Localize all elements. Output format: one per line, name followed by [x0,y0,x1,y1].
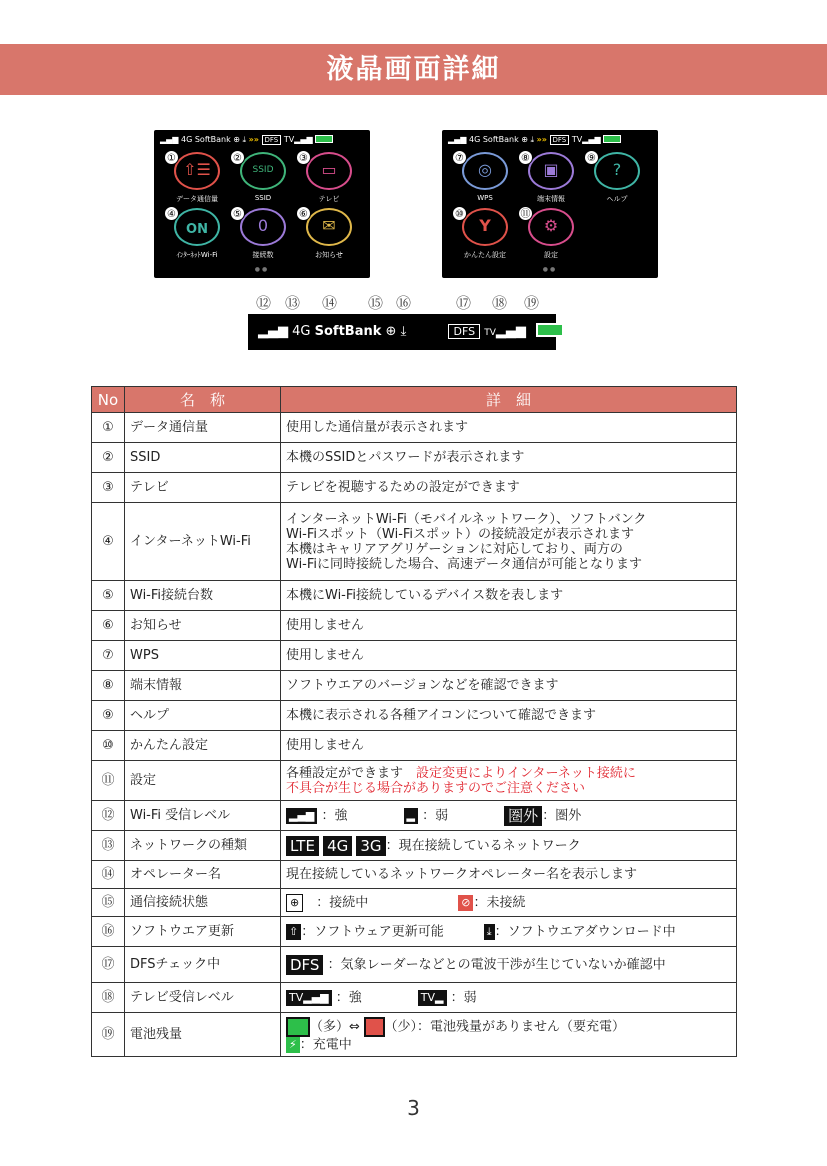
callout-15: ⑮ [368,294,384,312]
download-icon: ⤓ [484,924,495,940]
table-row: ③ テレビ テレビを視聴するための設定ができます [92,473,737,503]
dfs-icon: DFS [550,135,570,145]
table-row: ⑪ 設定 各種設定ができます 設定変更によりインターネット接続に 不具合が生じる場合がありますのでご注意ください [92,761,737,801]
3g-icon: 3G [356,836,385,856]
table-row: ⑩ かんたん設定 使用しません [92,731,737,761]
table-row: ⑰ DFSチェック中 DFS ：気象レーダーなどとの電波干渉が生じていないか確認中 [92,947,737,983]
status-bar: ▂▄▆ 4G SoftBank ⊕ ⤓ »» DFS TV▂▄▆ [448,135,621,145]
download-icon: ⤓ [400,324,407,339]
table-row: ⑫ Wi-Fi 受信レベル ▂▄▆ ：強 ▂ ：弱 圏外 ：圏外 [92,801,737,831]
status-bar: ▂▄▆ 4G SoftBank ⊕ ⤓ »» DFS TV▂▄▆ [160,135,333,145]
tile-notifications[interactable]: ✉ ⑥ お知らせ [300,208,358,254]
wifi-signal-icon: ▂▄▆ [258,324,288,339]
table-row: ⑮ 通信接続状態 ⊕ ：接続中 ⊘ ：未接続 [92,889,737,917]
status-operator: 4G SoftBank [469,135,519,144]
status-bar-enlarged: ▂▄▆ 4G SoftBank ⊕ ⤓ DFS TV▂▄▆ [248,314,556,350]
table-row: ⑦ WPS 使用しません [92,641,737,671]
update-icon: ⇧ [286,924,301,940]
table-row: ⑭ オペレーター名 現在接続しているネットワークオペレーター名を表示します [92,861,737,889]
chevron-icon: »» [536,135,547,144]
tile-device-info[interactable]: ▣ ⑧ 端末情報 [522,152,580,198]
table-row: ⑧ 端末情報 ソフトウエアのバージョンなどを確認できます [92,671,737,701]
table-row: ⑱ テレビ受信レベル TV▂▄▆ ：強 TV▂ ：弱 [92,983,737,1013]
callout-17: ⑰ [456,294,472,312]
network-type: 4G [292,324,311,339]
lcd-screen-home-1 [154,130,370,278]
lcd-screen-home-2 [442,130,658,278]
table-row: ⑲ 電池残量 （多）⇔ （少）：電池残量がありません（要充電） ⚡ ：充電中 [92,1013,737,1057]
tile-connections[interactable]: 0 ⑤ 接続数 [234,208,292,254]
table-row: ② SSID 本機のSSIDとパスワードが表示されます [92,443,737,473]
lcd-detail-table [91,386,737,1057]
page-indicator: ●● [254,266,270,273]
tile-easy-setup[interactable]: Y ⑩ かんたん設定 [456,208,514,254]
out-of-range-icon: 圏外 [504,806,542,826]
table-row: ⑨ ヘルプ 本機に表示される各種アイコンについて確認できます [92,701,737,731]
tile-ssid[interactable]: SSID ② SSID [234,152,292,198]
page-number: 3 [407,1096,420,1120]
table-row: ⑬ ネットワークの種類 LTE 4G 3G ：現在接続しているネットワーク [92,831,737,861]
ssid-icon: SSID [252,165,274,175]
download-icon: ⤓ [242,135,247,144]
tv-weak-icon: TV▂ [418,990,447,1006]
4g-icon: 4G [323,836,352,856]
tile-data-usage[interactable]: ⇧☰ ① データ通信量 [168,152,226,198]
table-row: ④ インターネットWi-Fi インターネットWi-Fi（モバイルネットワーク）、ソフトバンク Wi-Fiスポット（Wi-Fiスポット）の接続設定が表示されます 本機はキャリアアグリゲーションに対応しており、両方の Wi-Fiに同時接続した場合、高速データ通信が可能となります [92,503,737,581]
globe-icon: ⊕ [286,894,303,912]
easy-setup-icon: Y [479,216,491,235]
callout-14: ⑭ [322,294,338,312]
chevron-icon: »» [248,135,259,144]
page-title: 液晶画面詳細 [0,44,827,95]
dfs-icon: DFS [448,324,480,339]
data-usage-icon: ⇧☰ [183,160,211,179]
tile-internet-wifi[interactable]: ON ④ ｲﾝﾀｰﾈｯﾄWi-Fi [168,208,226,254]
tv-screen-icon: ▭ [321,160,337,179]
battery-full-icon [286,1017,310,1037]
wifi-strong-icon: ▂▄▆ [286,808,317,824]
wps-icon: ◎ [478,160,492,179]
status-operator: 4G SoftBank [181,135,231,144]
lte-icon: LTE [286,836,319,856]
signal-icon: ▂▄▆ [160,135,179,144]
battery-low-icon [364,1017,385,1037]
callout-13: ⑬ [285,294,301,312]
battery-charging-icon: ⚡ [286,1037,300,1053]
device-count-icon: 0 [257,216,269,235]
table-header: No 名 称 詳 細 [92,387,737,413]
callout-19: ⑲ [524,294,540,312]
tv-icon: TV [283,135,295,144]
table-row: ⑯ ソフトウエア更新 ⇧ ：ソフトウェア更新可能 ⤓ ：ソフトウエアダウンロード中 [92,917,737,947]
table-row: ① データ通信量 使用した通信量が表示されます [92,413,737,443]
globe-disconnected-icon: ⊘ [458,895,473,911]
wifi-weak-icon: ▂ [404,808,418,824]
tile-wps[interactable]: ◎ ⑦ WPS [456,152,514,198]
tile-help[interactable]: ? ⑨ ヘルプ [588,152,646,198]
globe-icon: ⊕ [521,135,528,144]
callout-12: ⑫ [256,294,272,312]
battery-icon [315,135,333,143]
dfs-icon: DFS [286,955,323,975]
operator-name: SoftBank [314,324,382,339]
callout-16: ⑯ [396,294,412,312]
table-row: ⑥ お知らせ 使用しません [92,611,737,641]
tile-tv[interactable]: ▭ ③ テレビ [300,152,358,198]
gear-icon: ⚙ [543,216,559,235]
device-info-icon: ▣ [543,160,559,179]
globe-icon: ⊕ [233,135,240,144]
page-indicator: ●● [542,266,558,273]
battery-icon [536,323,564,337]
help-icon: ? [612,160,622,179]
download-icon: ⤓ [530,135,535,144]
signal-icon: ▂▄▆ [448,135,467,144]
table-row: ⑤ Wi-Fi接続台数 本機にWi-Fi接続しているデバイス数を表します [92,581,737,611]
dfs-icon: DFS [262,135,282,145]
battery-icon [603,135,621,143]
tv-icon: TV [484,328,496,338]
tv-strong-icon: TV▂▄▆ [286,990,332,1006]
tv-icon: TV [571,135,583,144]
mail-icon: ✉ [322,216,336,235]
tile-settings[interactable]: ⚙ ⑪ 設定 [522,208,580,254]
wifi-on-icon: ON [186,222,208,237]
callout-18: ⑱ [492,294,508,312]
globe-icon: ⊕ [385,324,397,339]
